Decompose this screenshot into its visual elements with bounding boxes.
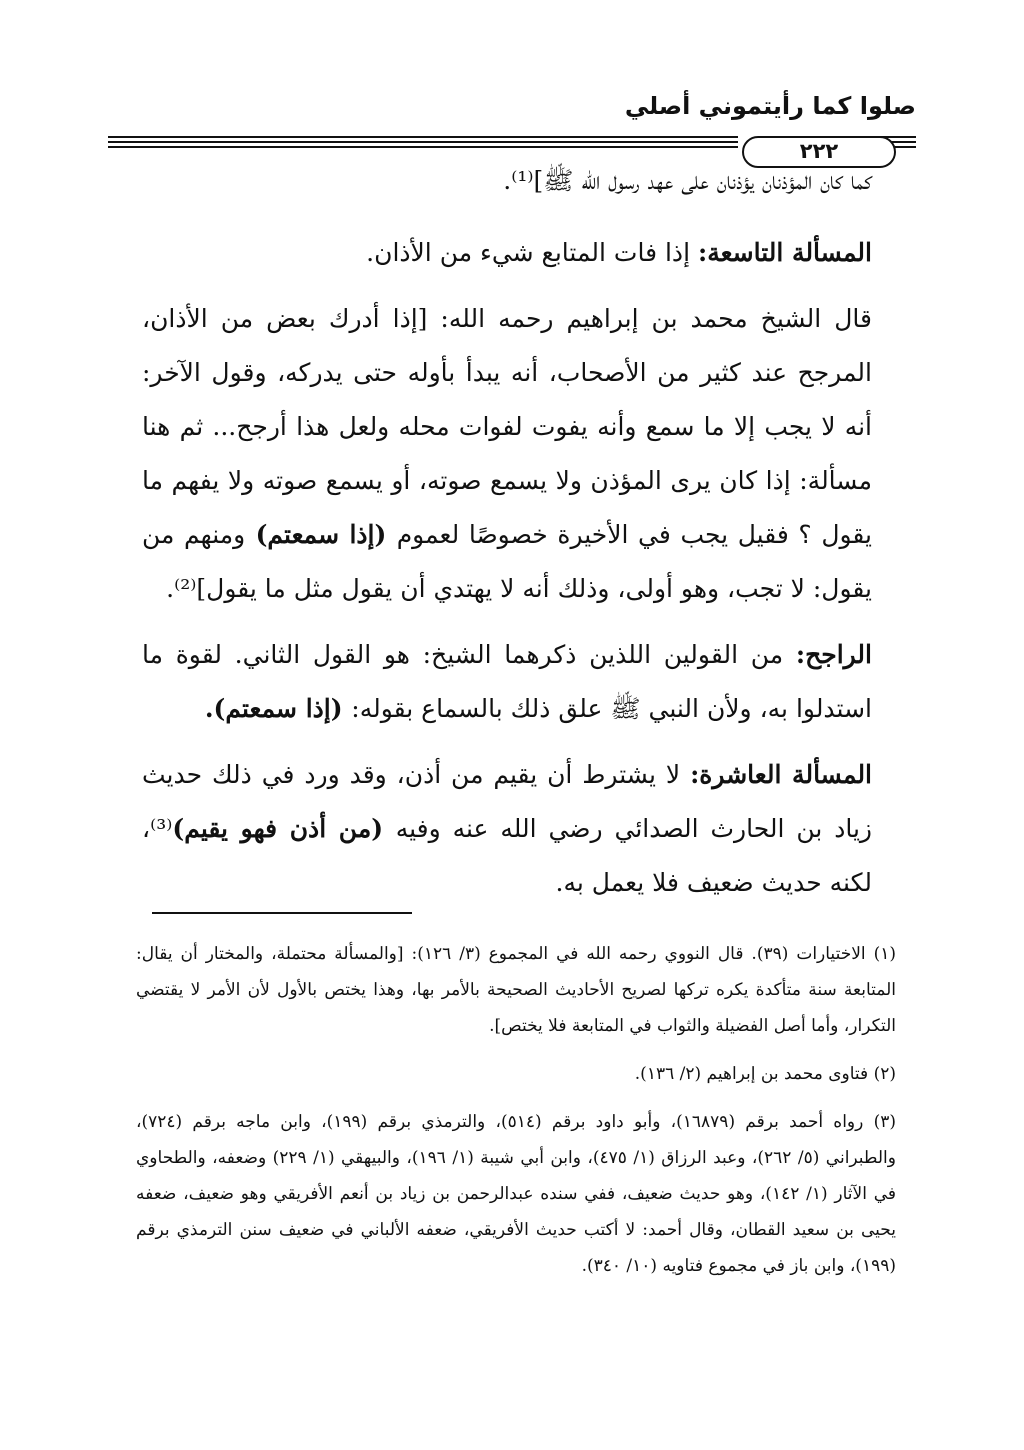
rule-line-left-3: [108, 146, 738, 148]
page-header: [108, 92, 916, 162]
rule-line-left-1: [108, 136, 738, 138]
footnote-2: (٢) فتاوى محمد بن إبراهيم (٢/ ١٣٦).: [634, 1064, 896, 1084]
paragraph-2-text: إذا فات المتابع شيء من الأذان.: [366, 238, 698, 267]
paragraph-5: [142, 748, 872, 910]
paragraph-4: [142, 628, 872, 736]
paragraph-4-bold-quote: (إذا سمعتم).: [204, 694, 352, 723]
paragraph-3-bold: (إذا سمعتم): [245, 520, 397, 549]
question-9-heading: المسألة التاسعة:: [697, 238, 872, 267]
book-title: صلوا كما رأيتموني أصلي: [624, 92, 916, 120]
paragraph-1-text: كما كان المؤذنان يؤذنان على عهد رسول الله ﷺ]⁽¹⁾.: [503, 166, 872, 195]
page-number: ٢٢٢: [742, 136, 896, 168]
paragraph-3-tail: ومنهم من يقول: لا تجب، وهو أولى، وذلك أنه لا يهتدي أن يقول مثل ما يقول]⁽²⁾.: [142, 520, 872, 603]
preferred-opinion-heading: الراجح:: [795, 640, 872, 669]
footnotes: [136, 936, 896, 1296]
footnote-1: (١) الاختيارات (٣٩). قال النووي رحمه الله في المجموع (٣/ ١٢٦): [والمسألة محتملة، والمختار أن يقال: المتابعة سنة متأكدة يكره تركها لصريح الأحاديث الصحيحة بالأمر بها، وهذا يختص بالأول لأن الأمر لا يقتضي التكرار، وأما أصل الفضيلة والثواب في المتابعة فلا يختص].: [136, 944, 896, 1036]
paragraph-1: [142, 154, 872, 208]
paragraph-3: [142, 292, 872, 616]
paragraph-5-bold-quote: (من أذن فهو يقيم): [172, 814, 396, 843]
footnote-separator: [152, 912, 412, 914]
paragraph-2: [142, 226, 872, 280]
main-text: [142, 154, 872, 922]
paragraph-3-text: قال الشيخ محمد بن إبراهيم رحمه الله: [إذا أدرك بعض من الأذان، المرجح عند كثير من الأصحاب، أنه يبدأ بأوله حتى يدركه، وقول الآخر: أنه لا يجب إلا ما سمع وأنه يفوت لفوات محله ولعل هذا أرجح... ثم هنا مسألة: إذا كان يرى المؤذن ولا يسمع صوته، أو يسمع صوته ولا يفهم ما يقول ؟ فقيل يجب في الأخيرة خصوصًا لعموم: [142, 304, 872, 549]
footnote-3: (٣) رواه أحمد برقم (١٦٨٧٩)، وأبو داود برقم (٥١٤)، والترمذي برقم (١٩٩)، وابن ماجه برقم (٧٢٤)، والطبراني (٥/ ٢٦٢)، وعبد الرزاق (١/ ٤٧٥)، وابن أبي شيبة (١/ ١٩٦)، والبيهقي (١/ ٢٢٩) وضعفه، والطحاوي في الآثار (١/ ١٤٢)، وهو حديث ضعيف، ففي سنده عبدالرحمن بن زياد بن أنعم الأفريقي وهو ضعيف، ضعفه يحيى بن سعيد القطان، وقال أحمد: لا أكتب حديث الأفريقي، ضعفه الألباني في ضعيف سنن الترمذي برقم (١٩٩)، وابن باز في مجموع فتاويه (١٠/ ٣٤٠).: [136, 1112, 896, 1276]
paragraph-5-text: لا يشترط أن يقيم من أذن، وقد ورد في ذلك حديث زياد بن الحارث الصدائي رضي الله عنه وفيه: [142, 760, 872, 843]
paragraph-4-text: من القولين اللذين ذكرهما الشيخ: هو القول الثاني. لقوة ما استدلوا به، ولأن النبي ﷺ علق ذلك بالسماع بقوله:: [142, 640, 872, 723]
question-10-heading: المسألة العاشرة:: [690, 760, 873, 789]
paragraph-5-tail: ⁽³⁾، لكنه حديث ضعيف فلا يعمل به.: [142, 814, 872, 897]
rule-line-left-2: [108, 141, 738, 143]
